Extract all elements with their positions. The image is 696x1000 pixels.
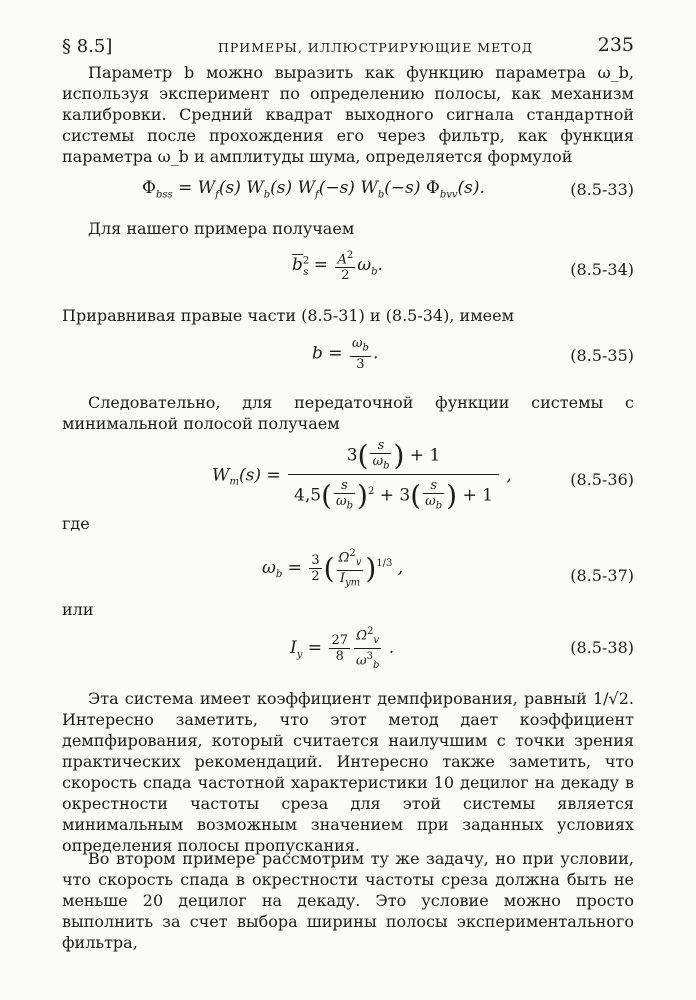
word-or: или <box>62 600 94 619</box>
equation-8-5-38-body: $I_y$ = $\frac{27}{8}$ $\frac{\Omega^2_v}{\omega^3_b}$ . <box>290 626 395 671</box>
running-header <box>62 34 634 60</box>
equation-number: (8.5-35) <box>570 346 634 365</box>
equation-8-5-36 <box>62 438 634 518</box>
equation-8-5-38 <box>62 622 634 682</box>
equation-number: (8.5-33) <box>570 180 634 199</box>
paragraph-damping: Эта система имеет коэффициент демпфирования, равный 1/√2. Интересно заметить, что этот метод дает коэффициент демпфирования, который считается наилучшим с точки зрения практических рекомендаций. Интересно также заметить, что скорость спада частотной характеристики 10 децилог на декаду в окрестности частоты среза для этой системы является минимальным возможным значением при заданных условиях определения полосы пропускания. <box>62 689 634 855</box>
running-title: ПРИМЕРЫ, ИЛЛЮСТРИРУЮЩИЕ МЕТОД <box>218 40 533 55</box>
paragraph-second-example: Во втором примере рассмотрим ту же задачу, но при условии, что скорость спада в окрестности частоты среза должна быть не меньше 20 децилог на декаду. Это условие можно просто выполнить за счет выбора ширины полосы экспериментального фильтра, <box>62 849 634 952</box>
equation-8-5-33 <box>62 172 634 212</box>
equation-8-5-35 <box>62 336 634 376</box>
equation-number: (8.5-37) <box>570 566 634 585</box>
equation-number: (8.5-38) <box>570 638 634 657</box>
paragraph-calibration: Параметр b можно выразить как функцию параметра ω_b, используя эксперимент по определению полосы, как механизм калибровки. Средний квадрат выходного сигнала стандартной системы после прохождения его через фильтр, как функция параметра ω_b и амплитуды шума, определяется формулой <box>62 63 634 166</box>
equation-number: (8.5-34) <box>570 260 634 279</box>
paragraph-minimal-band: Следовательно, для передаточной функции системы с минимальной полосой получаем <box>62 393 634 433</box>
section-reference: § 8.5] <box>62 36 113 57</box>
word-where: где <box>62 514 90 533</box>
page-number: 235 <box>597 34 634 56</box>
equation-8-5-36-body: $W_m(s)$ = 3( $\frac{s}{\omega_b}$ ) + 1 4,5( $\frac{s}{\omega_b}$ )$^2$ + 3( $\frac{s}{\omega_b}$ ) + 1 , <box>212 438 512 512</box>
equation-8-5-35-body: b = $\frac{\omega_b}{3}$ . <box>312 336 379 372</box>
equation-number: (8.5-36) <box>570 470 634 489</box>
equation-8-5-33-body: $\Phi_{bss} = W_f(s)$ $W_b(s)$ $W_f(-s)$ $W_b(-s)$ $\Phi_{bvv}(s)$. <box>142 178 485 201</box>
paragraph-equate: Приравнивая правые части (8.5-31) и (8.5-34), имеем <box>62 306 515 325</box>
equation-8-5-37-body: $\omega_b$ = $\frac{3}{2}$ ( $\frac{\Omega^2_v}{I_{ym}}$ )$^{1/3}$ , <box>262 548 404 589</box>
equation-8-5-37 <box>62 546 634 606</box>
equation-8-5-34 <box>62 248 634 288</box>
equation-8-5-34-body: $\overline{b}^2_s$ = $\frac{A^2}{2}$ $\omega_b$. <box>292 250 383 284</box>
paragraph-example: Для нашего примера получаем <box>88 219 355 238</box>
